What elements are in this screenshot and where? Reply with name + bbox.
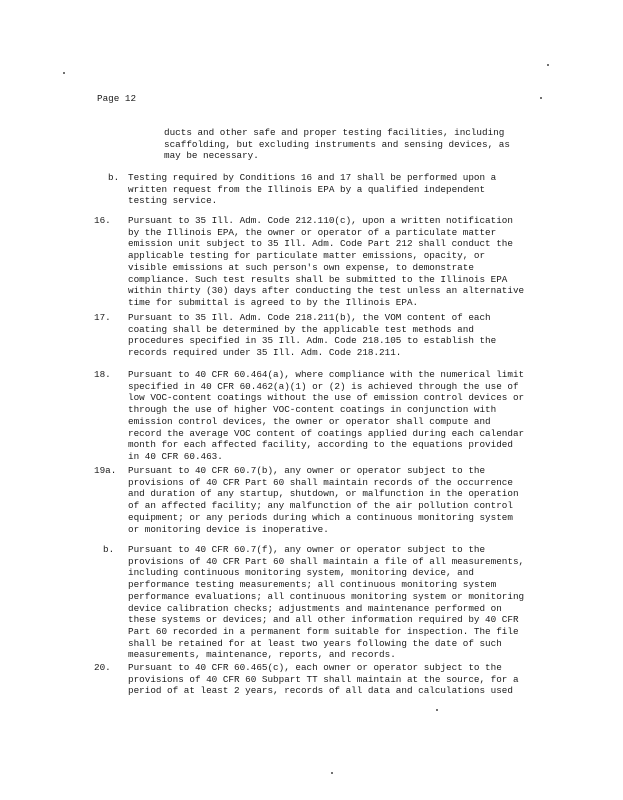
- paragraph-16: Pursuant to 35 Ill. Adm. Code 212.110(c), upon a written notification by the Illinois EPA, the owner or operator of a particulate matter emission unit subject to 35 Ill. Adm. Code Part 212 shall conduct the applicable testing for particulate matter emissions, opacity, or visible emissions at such person's own expense, to demonstrate compliance. Such test results shall be submitted to the Illinois EPA within thirty (30) days after conducting the test unless an alternative time for submittal is agreed to by the Illinois EPA.: [128, 215, 525, 308]
- paragraph-19a: Pursuant to 40 CFR 60.7(b), any owner or operator subject to the provisions of 40 CFR Part 60 shall maintain records of the occurrence and duration of any startup, shutdown, or malfunction in the operation of an affected facility; any malfunction of the air pollution control equipment; or any periods during which a continuous monitoring system or monitoring device is inoperative.: [128, 465, 519, 535]
- paragraph-18: Pursuant to 40 CFR 60.464(a), where compliance with the numerical limit specified in 40 CFR 60.462(a)(1) or (2) is achieved through the use of low VOC-content coatings without the use of emission control devices or through the use of higher VOC-content coatings in conjunction with emission control devices, the owner or operator shall compute and record the average VOC content of coatings applied during each calendar month for each affected facility, according to the equations provided in 40 CFR 60.463.: [128, 369, 525, 462]
- scan-speck: [331, 772, 333, 774]
- continuation-paragraph: ducts and other safe and proper testing facilities, including scaffolding, but excluding instruments and sensing devices, as may be necessary.: [164, 127, 510, 162]
- paragraph-number-20: 20.: [94, 662, 111, 673]
- scan-speck: [547, 64, 549, 66]
- paragraph-number-18: 18.: [94, 369, 111, 380]
- paragraph-20: Pursuant to 40 CFR 60.465(c), each owner or operator subject to the provisions of 40 CFR 60 Subpart TT shall maintain at the source, for a period of at least 2 years, records of all data and calculations used: [128, 662, 519, 697]
- scan-speck: [63, 72, 65, 74]
- paragraph-b-2: Pursuant to 40 CFR 60.7(f), any owner or operator subject to the provisions of 40 CFR Part 60 shall maintain a file of all measurements, including continuous monitoring system, monitoring device, and performance testing measurements; all continuous monitoring system performance evaluations; all continuous monitoring system or monitoring device calibration checks; adjustments and maintenance performed on these systems or devices; and all other information required by 40 CFR Part 60 recorded in a permanent form suitable for inspection. The file shall be retained for at least two years following the date of such measurements, maintenance, reports, and records.: [128, 544, 525, 661]
- paragraph-number-b-1: b.: [108, 172, 120, 183]
- scan-speck: [540, 97, 542, 99]
- page-number: Page 12: [97, 93, 137, 104]
- paragraph-number-17: 17.: [94, 312, 111, 323]
- paragraph-b-1: Testing required by Conditions 16 and 17 shall be performed upon a written request from the Illinois EPA by a qualified independent testing service.: [128, 172, 497, 207]
- paragraph-number-19a: 19a.: [94, 465, 117, 476]
- paragraph-number-b-2: b.: [103, 544, 115, 555]
- scan-speck: [436, 709, 438, 711]
- paragraph-number-16: 16.: [94, 215, 111, 226]
- paragraph-17: Pursuant to 35 Ill. Adm. Code 218.211(b), the VOM content of each coating shall be determined by the applicable test methods and procedures specified in 35 Ill. Adm. Code 218.105 to establish the records required under 35 Ill. Adm. Code 218.211.: [128, 312, 497, 359]
